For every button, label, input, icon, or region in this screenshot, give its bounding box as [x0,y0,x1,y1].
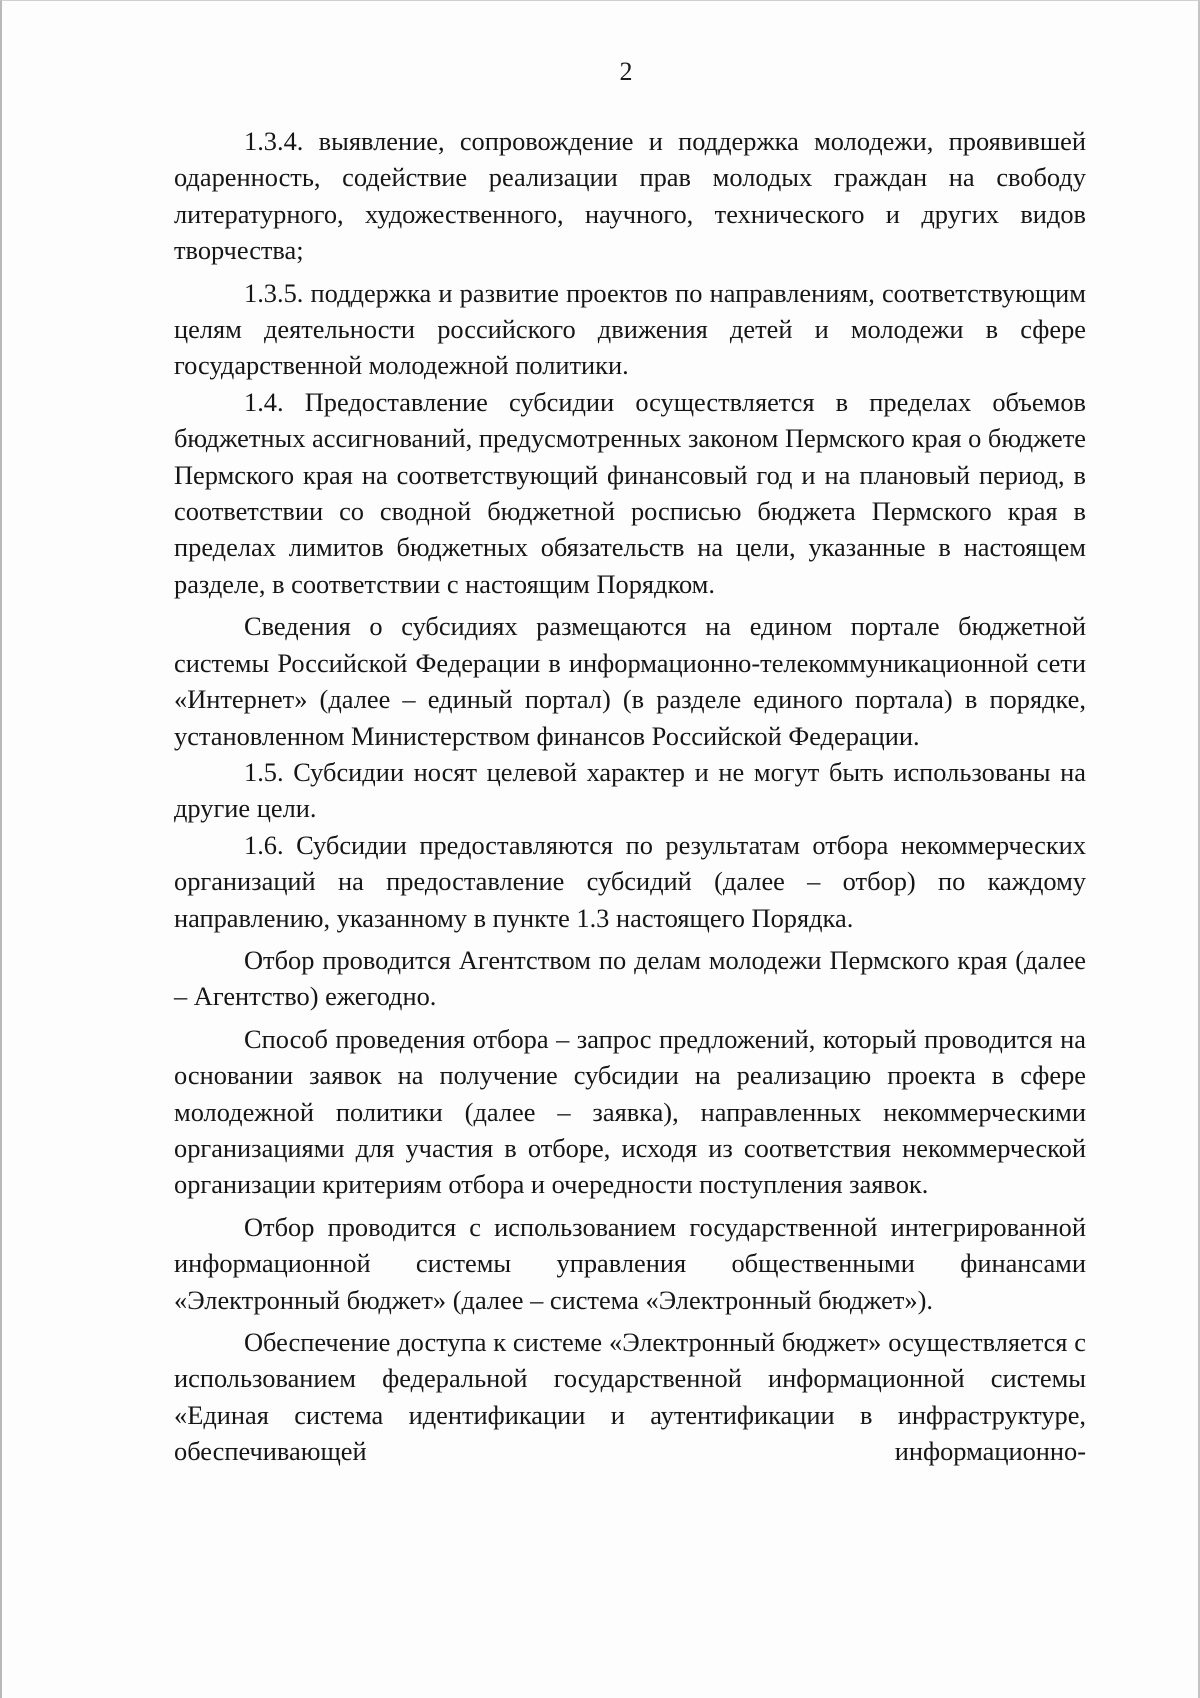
paragraph-subsidy-info: Сведения о субсидиях размещаются на едином портале бюджетной системы Российской Федерации в информационно-телекоммуникационной сети «Интернет» (далее – единый портал) (в разделе единого портала) в порядке, установленном Министерством финансов Российской Федерации. [174,611,1086,751]
paragraph-1-5: 1.5. Субсидии носят целевой характер и не могут быть использованы на другие цели. [174,756,1086,824]
paragraph-selection-agency: Отбор проводится Агентством по делам молодежи Пермского края (далее – Агентство) ежегодно. [174,944,1086,1012]
paragraph-access: Обеспечение доступа к системе «Электронный бюджет» осуществляется с использованием федеральной государственной информационной системы «Единая система идентификации и аутентификации в инфраструктуре, обеспечивающей информационно- [174,1327,1086,1467]
paragraph-1-3-5: 1.3.5. поддержка и развитие проектов по направлениям, соответствующим целям деятельности российского движения детей и молодежи в сфере государственной молодежной политики. [174,277,1086,381]
paragraph-1-4: 1.4. Предоставление субсидии осуществляется в пределах объемов бюджетных ассигнований, предусмотренных законом Пермского края о бюджете Пермского края на соответствующий финансовый год и на плановый период, в соответствии со сводной бюджетной росписью бюджета Пермского края в пределах лимитов бюджетных обязательств на цели, указанные в настоящем разделе, в соответствии с настоящим Порядком. [174,386,1086,599]
document-body [174,123,1086,1470]
paragraph-electronic-budget: Отбор проводится с использованием государственной интегрированной информационной системы управления общественными финансами «Электронный бюджет» (далее – система «Электронный бюджет»). [174,1211,1086,1315]
paragraph-1-6: 1.6. Субсидии предоставляются по результатам отбора некоммерческих организаций на предоставление субсидий (далее – отбор) по каждому направлению, указанному в пункте 1.3 настоящего Порядка. [174,829,1086,933]
paragraph-selection-method: Способ проведения отбора – запрос предложений, который проводится на основании заявок на получение субсидии на реализацию проекта в сфере молодежной политики (далее – заявка), направленных некоммерческими организациями для участия в отборе, исходя из соответствия некоммерческой организации критериям отбора и очередности поступления заявок. [174,1023,1086,1200]
page-number: 2 [619,57,633,86]
paragraph-1-3-4: 1.3.4. выявление, сопровождение и поддержка молодежи, проявившей одаренность, содействие реализации прав молодых граждан на свободу литературного, художественного, научного, технического и других видов творчества; [174,126,1086,266]
